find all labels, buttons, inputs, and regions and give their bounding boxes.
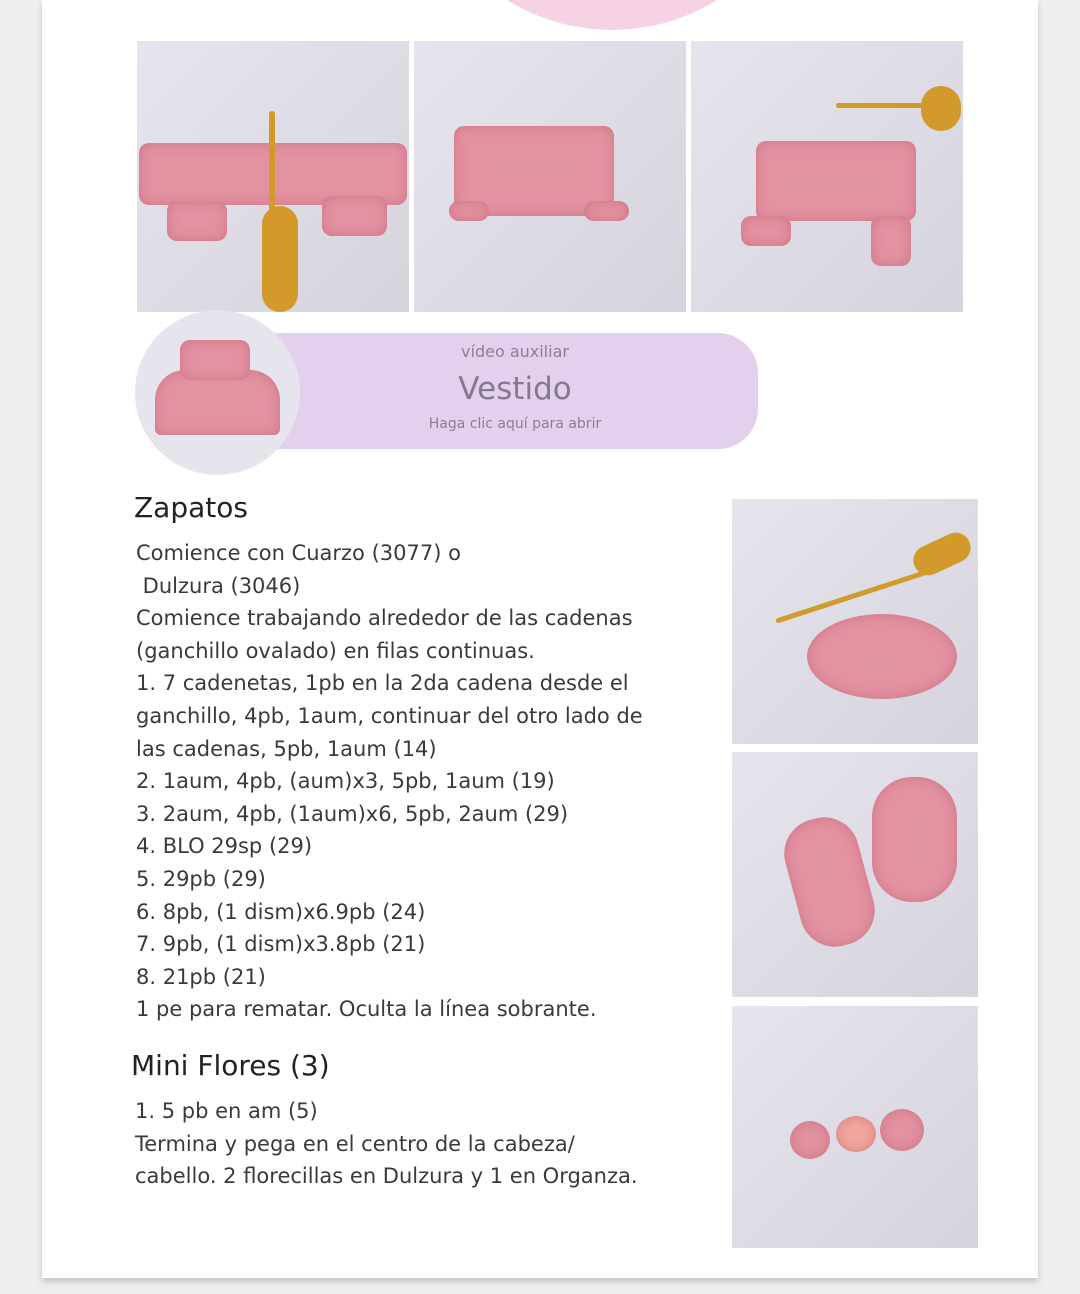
photo-dress-step-2 — [414, 41, 686, 312]
video-caption: vídeo auxiliar — [461, 342, 569, 361]
pattern-page — [42, 0, 1038, 1278]
section-heading-mini-flores: Mini Flores (3) — [131, 1049, 330, 1082]
instruction-line: 8. 21pb (21) — [136, 964, 266, 989]
zapatos-instructions — [136, 537, 643, 1026]
instruction-line: 7. 9pb, (1 dism)x3.8pb (21) — [136, 932, 426, 957]
photo-mini-flowers — [732, 1006, 978, 1248]
section-heading-zapatos: Zapatos — [134, 491, 248, 524]
instruction-line: Dulzura (3046) — [136, 573, 301, 598]
mini-flores-instructions — [135, 1095, 638, 1193]
instruction-line: cabello. 2 florecillas en Dulzura y 1 en Organza. — [135, 1164, 638, 1189]
instruction-line: Termina y pega en el centro de la cabeza/ — [135, 1131, 575, 1156]
instruction-line: Comience trabajando alrededor de las cadenas — [136, 606, 633, 631]
instruction-line: 4. BLO 29sp (29) — [136, 834, 313, 859]
instruction-line: 2. 1aum, 4pb, (aum)x3, 5pb, 1aum (19) — [136, 769, 555, 794]
instruction-line: (ganchillo ovalado) en filas continuas. — [136, 638, 535, 663]
video-title: Vestido — [458, 371, 572, 407]
photo-dress-step-1 — [137, 41, 409, 312]
instruction-line: 1 pe para rematar. Oculta la línea sobrante. — [136, 997, 597, 1022]
video-link-button[interactable] — [272, 333, 758, 449]
instruction-line: 6. 8pb, (1 dism)x6.9pb (24) — [136, 899, 426, 924]
decorative-circle — [422, 0, 802, 30]
instruction-line: 5. 29pb (29) — [136, 866, 266, 891]
decorative-circle-area — [42, 0, 1038, 40]
instruction-line: Comience con Cuarzo (3077) o — [136, 541, 461, 565]
video-action: Haga clic aquí para abrir — [428, 416, 602, 432]
instruction-line: 3. 2aum, 4pb, (1aum)x6, 5pb, 2aum (29) — [136, 801, 569, 826]
photo-shoes-finished — [732, 752, 978, 997]
instruction-line: 1. 5 pb en am (5) — [135, 1099, 318, 1123]
instruction-line: 1. 7 cadenetas, 1pb en la 2da cadena desde el — [136, 671, 629, 696]
instruction-line: las cadenas, 5pb, 1aum (14) — [136, 736, 437, 761]
instruction-line: ganchillo, 4pb, 1aum, continuar del otro lado de — [136, 703, 643, 728]
dress-thumbnail[interactable] — [135, 310, 300, 475]
photo-dress-step-3 — [691, 41, 963, 312]
photo-shoe-step-1 — [732, 499, 978, 744]
